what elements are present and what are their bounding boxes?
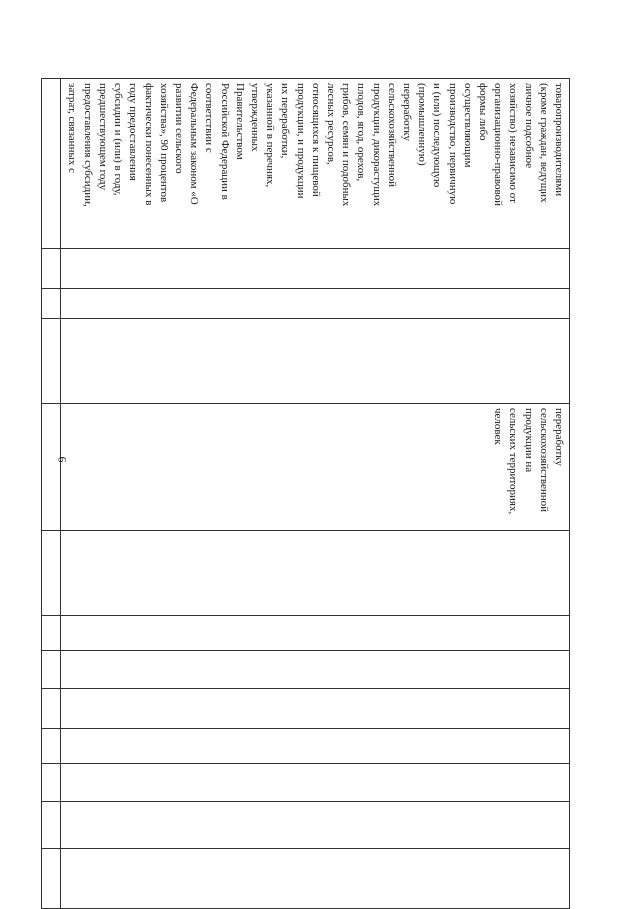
table-cell (42, 404, 61, 531)
table-cell (42, 79, 61, 249)
table-cell (61, 289, 570, 319)
table-row (61, 79, 570, 909)
table-cell (61, 849, 570, 909)
table-cell (42, 729, 61, 764)
table-cell (61, 729, 570, 764)
table-cell (42, 249, 61, 289)
table-cell (61, 616, 570, 651)
table-cell (42, 531, 61, 616)
page-number: 6 (55, 456, 70, 463)
table-row (42, 79, 61, 909)
table-cell (42, 651, 61, 689)
indicator-text: переработку сельскохозяйственной продукции на сельских территориях, человек (492, 408, 565, 515)
table-cell (42, 802, 61, 849)
table-cell-description (61, 79, 570, 249)
table-cell (61, 249, 570, 289)
table-cell (42, 289, 61, 319)
table-cell (42, 849, 61, 909)
table-cell (61, 319, 570, 404)
table-cell (61, 764, 570, 802)
table-cell-indicator (61, 404, 570, 531)
table-cell (61, 531, 570, 616)
table-cell (42, 616, 61, 651)
description-text: товаропроизводителями (кроме граждан, ведущих личное подсобное хозяйство) независимо от организационно-правовой формы либо осуществляющим производство, первичную и (или) последующую (промышленную) переработку сельскохозяйственной продукции, дикорастущих плодов, ягод, орехов, грибов, семян и подобных лесных ресурсов, относящихся к пищевой продукции, и продукции их переработки, указанной в перечнях, утвержденных Правительством Российской Федерации в соответствии с Федеральным законом «О развитии сельского хозяйства», 90 процентов фактически понесенных в году предоставления субсидии и (или) в году, предшествующем году предоставления субсидии, затрат, связанных с (66, 83, 565, 207)
table-cell (61, 651, 570, 689)
table-cell (61, 802, 570, 849)
table-cell (42, 689, 61, 729)
rotated-table-container (66, 78, 570, 848)
table-cell (42, 764, 61, 802)
document-table-wrapper (66, 78, 570, 848)
document-table (41, 78, 570, 909)
table-cell (42, 319, 61, 404)
table-cell (61, 689, 570, 729)
